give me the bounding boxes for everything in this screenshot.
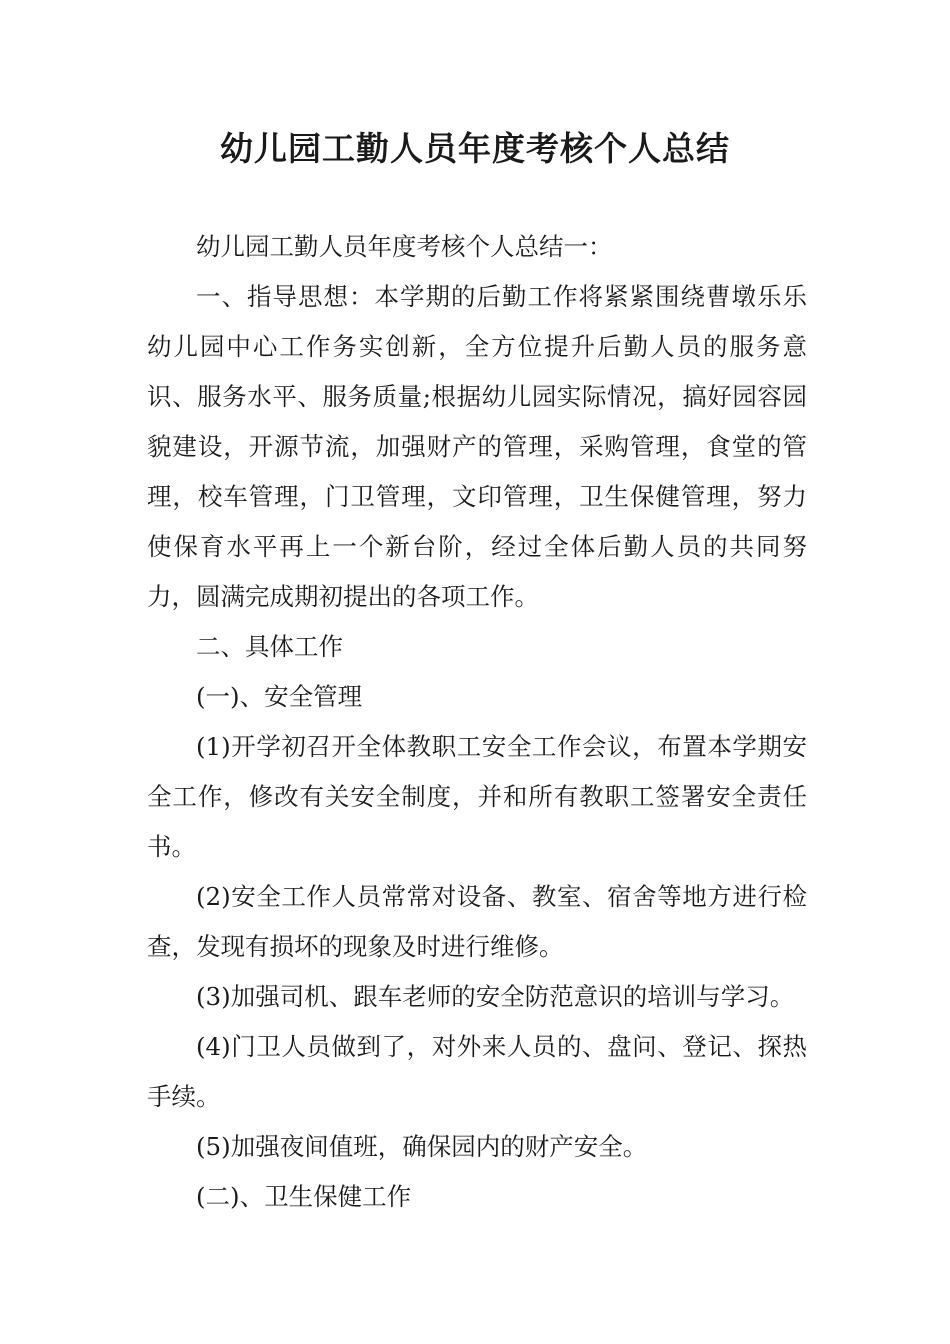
paragraph-section-2-heading: 二、具体工作 xyxy=(196,632,343,661)
paragraph-heading-1: 幼儿园工勤人员年度考核个人总结一： xyxy=(196,232,613,261)
document-body xyxy=(147,222,807,1222)
paragraph-safety-heading: (一)、安全管理 xyxy=(196,682,363,711)
paragraph-safety-item-1: (1)开学初召开全体教职工安全工作会议，布置本学期安全工作，修改有关安全制度，并和所有教职工签署安全责任书。 xyxy=(147,732,807,861)
paragraph-guiding-ideology: 一、指导思想：本学期的后勤工作将紧紧围绕曹墩乐乐幼儿园中心工作务实创新，全方位提升后勤人员的服务意识、服务水平、服务质量;根据幼儿园实际情况，搞好园容园貌建设，开源节流，加强财产的管理，采购管理，食堂的管理，校车管理，门卫管理，文印管理，卫生保健管理，努力使保育水平再上一个新台阶，经过全体后勤人员的共同努力，圆满完成期初提出的各项工作。 xyxy=(147,282,807,611)
paragraph-safety-item-4: (4)门卫人员做到了，对外来人员的、盘问、登记、探热手续。 xyxy=(147,1032,807,1111)
document-title: 幼儿园工勤人员年度考核个人总结 xyxy=(220,129,730,168)
paragraph-health-heading: (二)、卫生保健工作 xyxy=(196,1182,412,1211)
paragraph-safety-item-5: (5)加强夜间值班，确保园内的财产安全。 xyxy=(196,1132,648,1161)
paragraph-safety-item-3: (3)加强司机、跟车老师的安全防范意识的培训与学习。 xyxy=(196,982,795,1011)
paragraph-safety-item-2: (2)安全工作人员常常对设备、教室、宿舍等地方进行检查，发现有损坏的现象及时进行维修。 xyxy=(147,882,807,961)
